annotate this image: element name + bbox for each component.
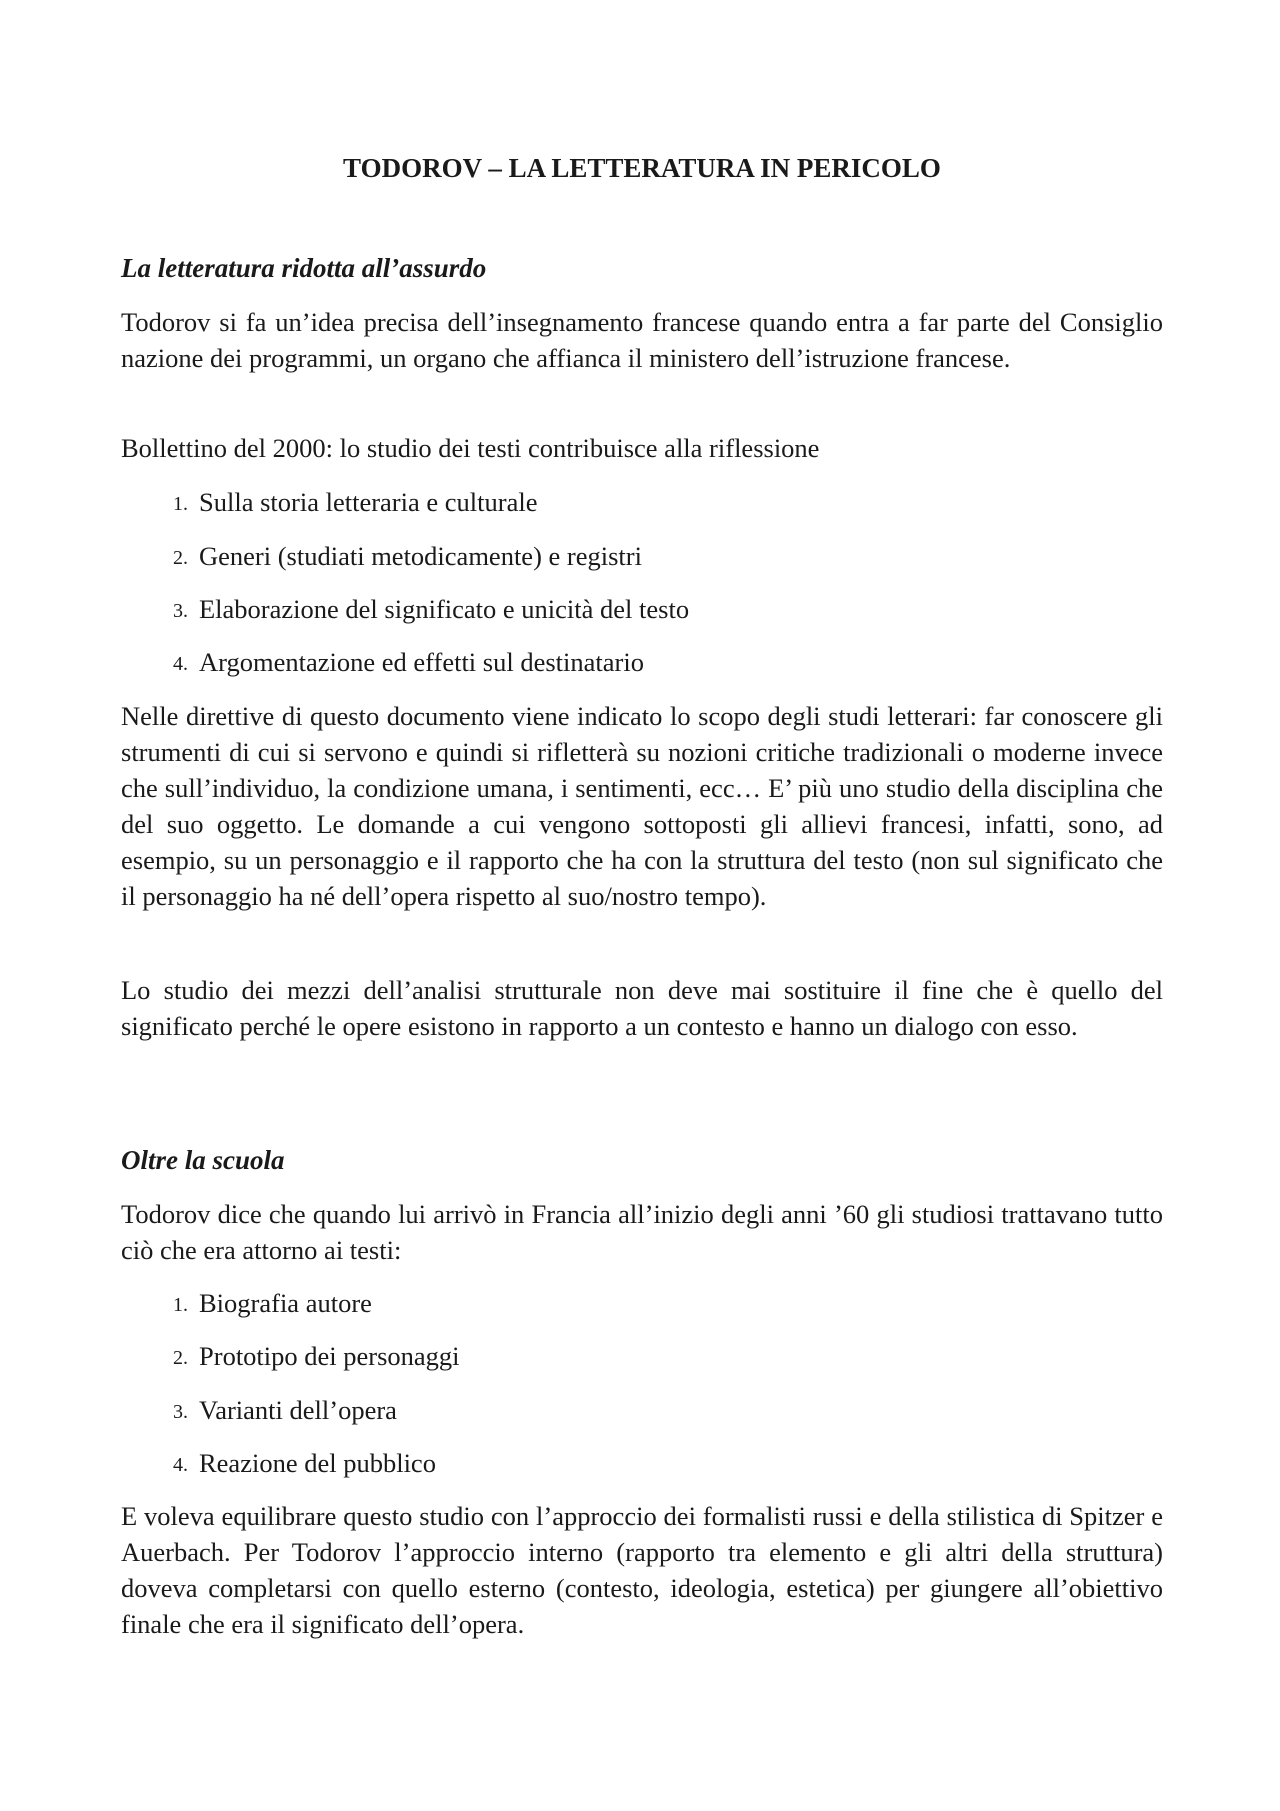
list-item-text: Varianti dell’opera	[199, 1395, 397, 1425]
document-title: TODOROV – LA LETTERATURA IN PERICOLO	[343, 153, 941, 183]
paragraph-todorov-francia: Todorov dice che quando lui arrivò in Francia all’inizio degli anni ’60 gli studiosi trattavano tutto ciò che era attorno ai testi:	[121, 1199, 1163, 1265]
paragraph-formalisti-russi: E voleva equilibrare questo studio con l’approccio dei formalisti russi e della stilistica di Spitzer e Auerbach. Per Todorov l’approccio interno (rapporto tra elemento e gli altri della struttura) doveva completarsi con quello esterno (contesto, ideologia, estetica) per giungere all’obiettivo finale che era il significato dell’opera.	[121, 1501, 1163, 1639]
paragraph-analisi-strutturale: Lo studio dei mezzi dell’analisi strutturale non deve mai sostituire il fine che è quello del significato perché le opere esistono in rapporto a un contesto e hanno un dialogo con esso.	[121, 975, 1163, 1041]
list-item	[121, 538, 1163, 574]
list-item-text: Biografia autore	[199, 1288, 372, 1318]
list-item	[121, 1285, 1163, 1321]
section-heading-oltre-la-scuola: Oltre la scuola	[121, 1145, 285, 1175]
list-item	[121, 484, 1163, 520]
list-item-text: Argomentazione ed effetti sul destinatario	[199, 647, 644, 677]
list-item-text: Elaborazione del significato e unicità del testo	[199, 594, 690, 624]
list-item	[121, 1445, 1163, 1481]
list-item-number: 3.	[173, 1401, 188, 1423]
list-item-number: 2.	[173, 1347, 188, 1369]
list-item-number: 2.	[173, 547, 188, 569]
section-heading-letteratura-ridotta: La letteratura ridotta all’assurdo	[121, 253, 487, 283]
list-item-number: 1.	[173, 1294, 188, 1316]
list-item-text: Reazione del pubblico	[199, 1448, 436, 1478]
list-item-text: Generi (studiati metodicamente) e registri	[199, 541, 642, 571]
list-item	[121, 644, 1163, 680]
list-item-text: Sulla storia letteraria e culturale	[199, 487, 538, 517]
list-item-text: Prototipo dei personaggi	[199, 1341, 460, 1371]
list-item	[121, 591, 1163, 627]
list-item-number: 1.	[173, 493, 188, 515]
paragraph-bollettino: Bollettino del 2000: lo studio dei testi contribuisce alla riflessione	[121, 433, 820, 463]
list-item	[121, 1338, 1163, 1374]
list-item	[121, 1392, 1163, 1428]
list-item-number: 4.	[173, 653, 188, 675]
paragraph-direttive: Nelle direttive di questo documento viene indicato lo scopo degli studi letterari: far conoscere gli strumenti di cui si servono e quindi si rifletterà su nozioni critiche tradizionali o moderne invece che sull’individuo, la condizione umana, i sentimenti, ecc… E’ più uno studio della disciplina che del suo oggetto. Le domande a cui vengono sottoposti gli allievi francesi, infatti, sono, ad esempio, su un personaggio e il rapporto che ha con la struttura del testo (non sul significato che il personaggio ha né dell’opera rispetto al suo/nostro tempo).	[121, 701, 1163, 911]
paragraph-consiglio-nazionale: Todorov si fa un’idea precisa dell’insegnamento francese quando entra a far parte del Consiglio nazione dei programmi, un organo che affianca il ministero dell’istruzione francese.	[121, 307, 1163, 373]
list-item-number: 3.	[173, 600, 188, 622]
list-item-number: 4.	[173, 1454, 188, 1476]
